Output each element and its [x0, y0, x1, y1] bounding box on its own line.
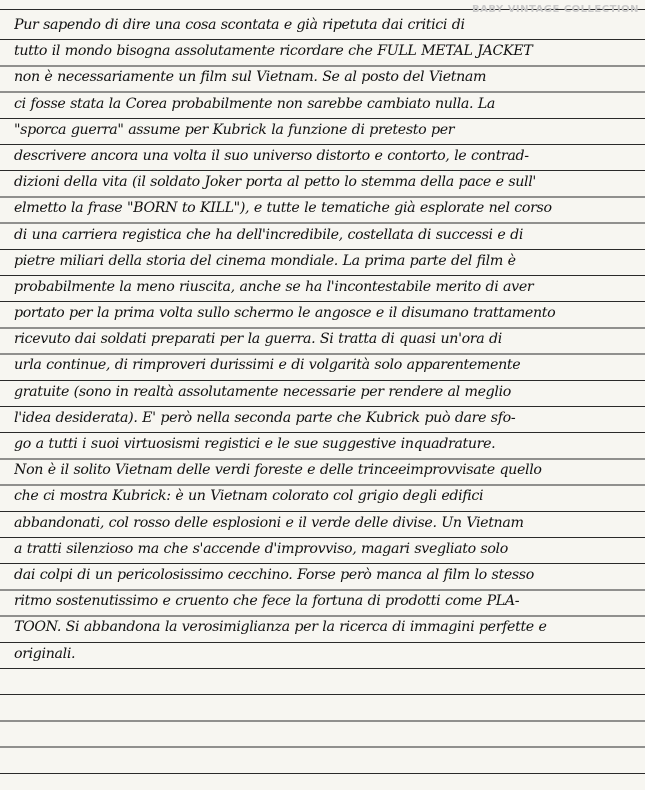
handwritten-line: probabilmente la meno riuscita, anche se ha l'incontestabile merito di aver [14, 278, 534, 295]
handwritten-line: abbandonati, col rosso delle esplosioni e il verde delle divise. Un Vietnam [14, 514, 524, 531]
watermark: BABY VINTAGE COLLECTION [472, 4, 639, 15]
handwritten-line: ci fosse stata la Corea probabilmente non sarebbe cambiato nulla. La [14, 95, 496, 112]
handwritten-line: urla continue, di rimproveri durissimi e di volgarità solo apparentemente [14, 357, 521, 374]
handwritten-line: TOON. Si abbandona la verosimiglianza per la ricerca di immagini perfette e [14, 619, 547, 636]
handwritten-line: di una carriera registica che ha dell'incredibile, costellata di successi e di [14, 226, 524, 243]
handwritten-line: descrivere ancora una volta il suo universo distorto e contorto, le contrad- [14, 147, 529, 164]
handwritten-line: l'idea desiderata). E' però nella seconda parte che Kubrick può dare sfo- [14, 409, 516, 426]
handwritten-line: tutto il mondo bisogna assolutamente ricordare che FULL METAL JACKET [14, 43, 533, 60]
handwritten-line: originali. [14, 645, 76, 662]
handwritten-line: "sporca guerra" assume per Kubrick la funzione di pretesto per [14, 121, 455, 138]
handwritten-line: Pur sapendo di dire una cosa scontata e già ripetuta dai critici di [14, 17, 465, 33]
handwritten-line: portato per la prima volta sullo schermo le angosce e il disumano trattamento [14, 305, 556, 322]
handwritten-line: pietre miliari della storia del cinema mondiale. La prima parte del film è [14, 252, 516, 269]
handwritten-line: elmetto la frase "BORN to KILL"), e tutte le tematiche già esplorate nel corso [14, 200, 552, 217]
handwritten-line: non è necessariamente un film sul Vietnam. Se al posto del Vietnam [14, 69, 487, 86]
handwritten-line: gratuite (sono in realtà assolutamente necessarie per rendere al meglio [14, 383, 511, 400]
handwritten-line: che ci mostra Kubrick: è un Vietnam colorato col grigio degli edifici [14, 488, 484, 505]
handwritten-line: go a tutti i suoi virtuosismi registici e le sue suggestive inquadrature. [14, 436, 496, 452]
handwritten-line: dizioni della vita (il soldato Joker porta al petto lo stemma della pace e sull' [14, 174, 536, 191]
handwritten-line: ritmo sostenutissimo e cruento che fece la fortuna di prodotti come PLA- [14, 593, 520, 610]
handwritten-line: Non è il solito Vietnam delle verdi foreste e delle trinceeimprovvisate quello [14, 462, 542, 479]
handwritten-line: ricevuto dai soldati preparati per la guerra. Si tratta di quasi un'ora di [14, 331, 502, 348]
handwritten-line: dai colpi di un pericolosissimo cecchino. Forse però manca al film lo stesso [14, 566, 534, 583]
handwritten-review-text [14, 12, 636, 667]
handwritten-line: a tratti silenzioso ma che s'accende d'improvviso, magari svegliato solo [14, 540, 508, 557]
